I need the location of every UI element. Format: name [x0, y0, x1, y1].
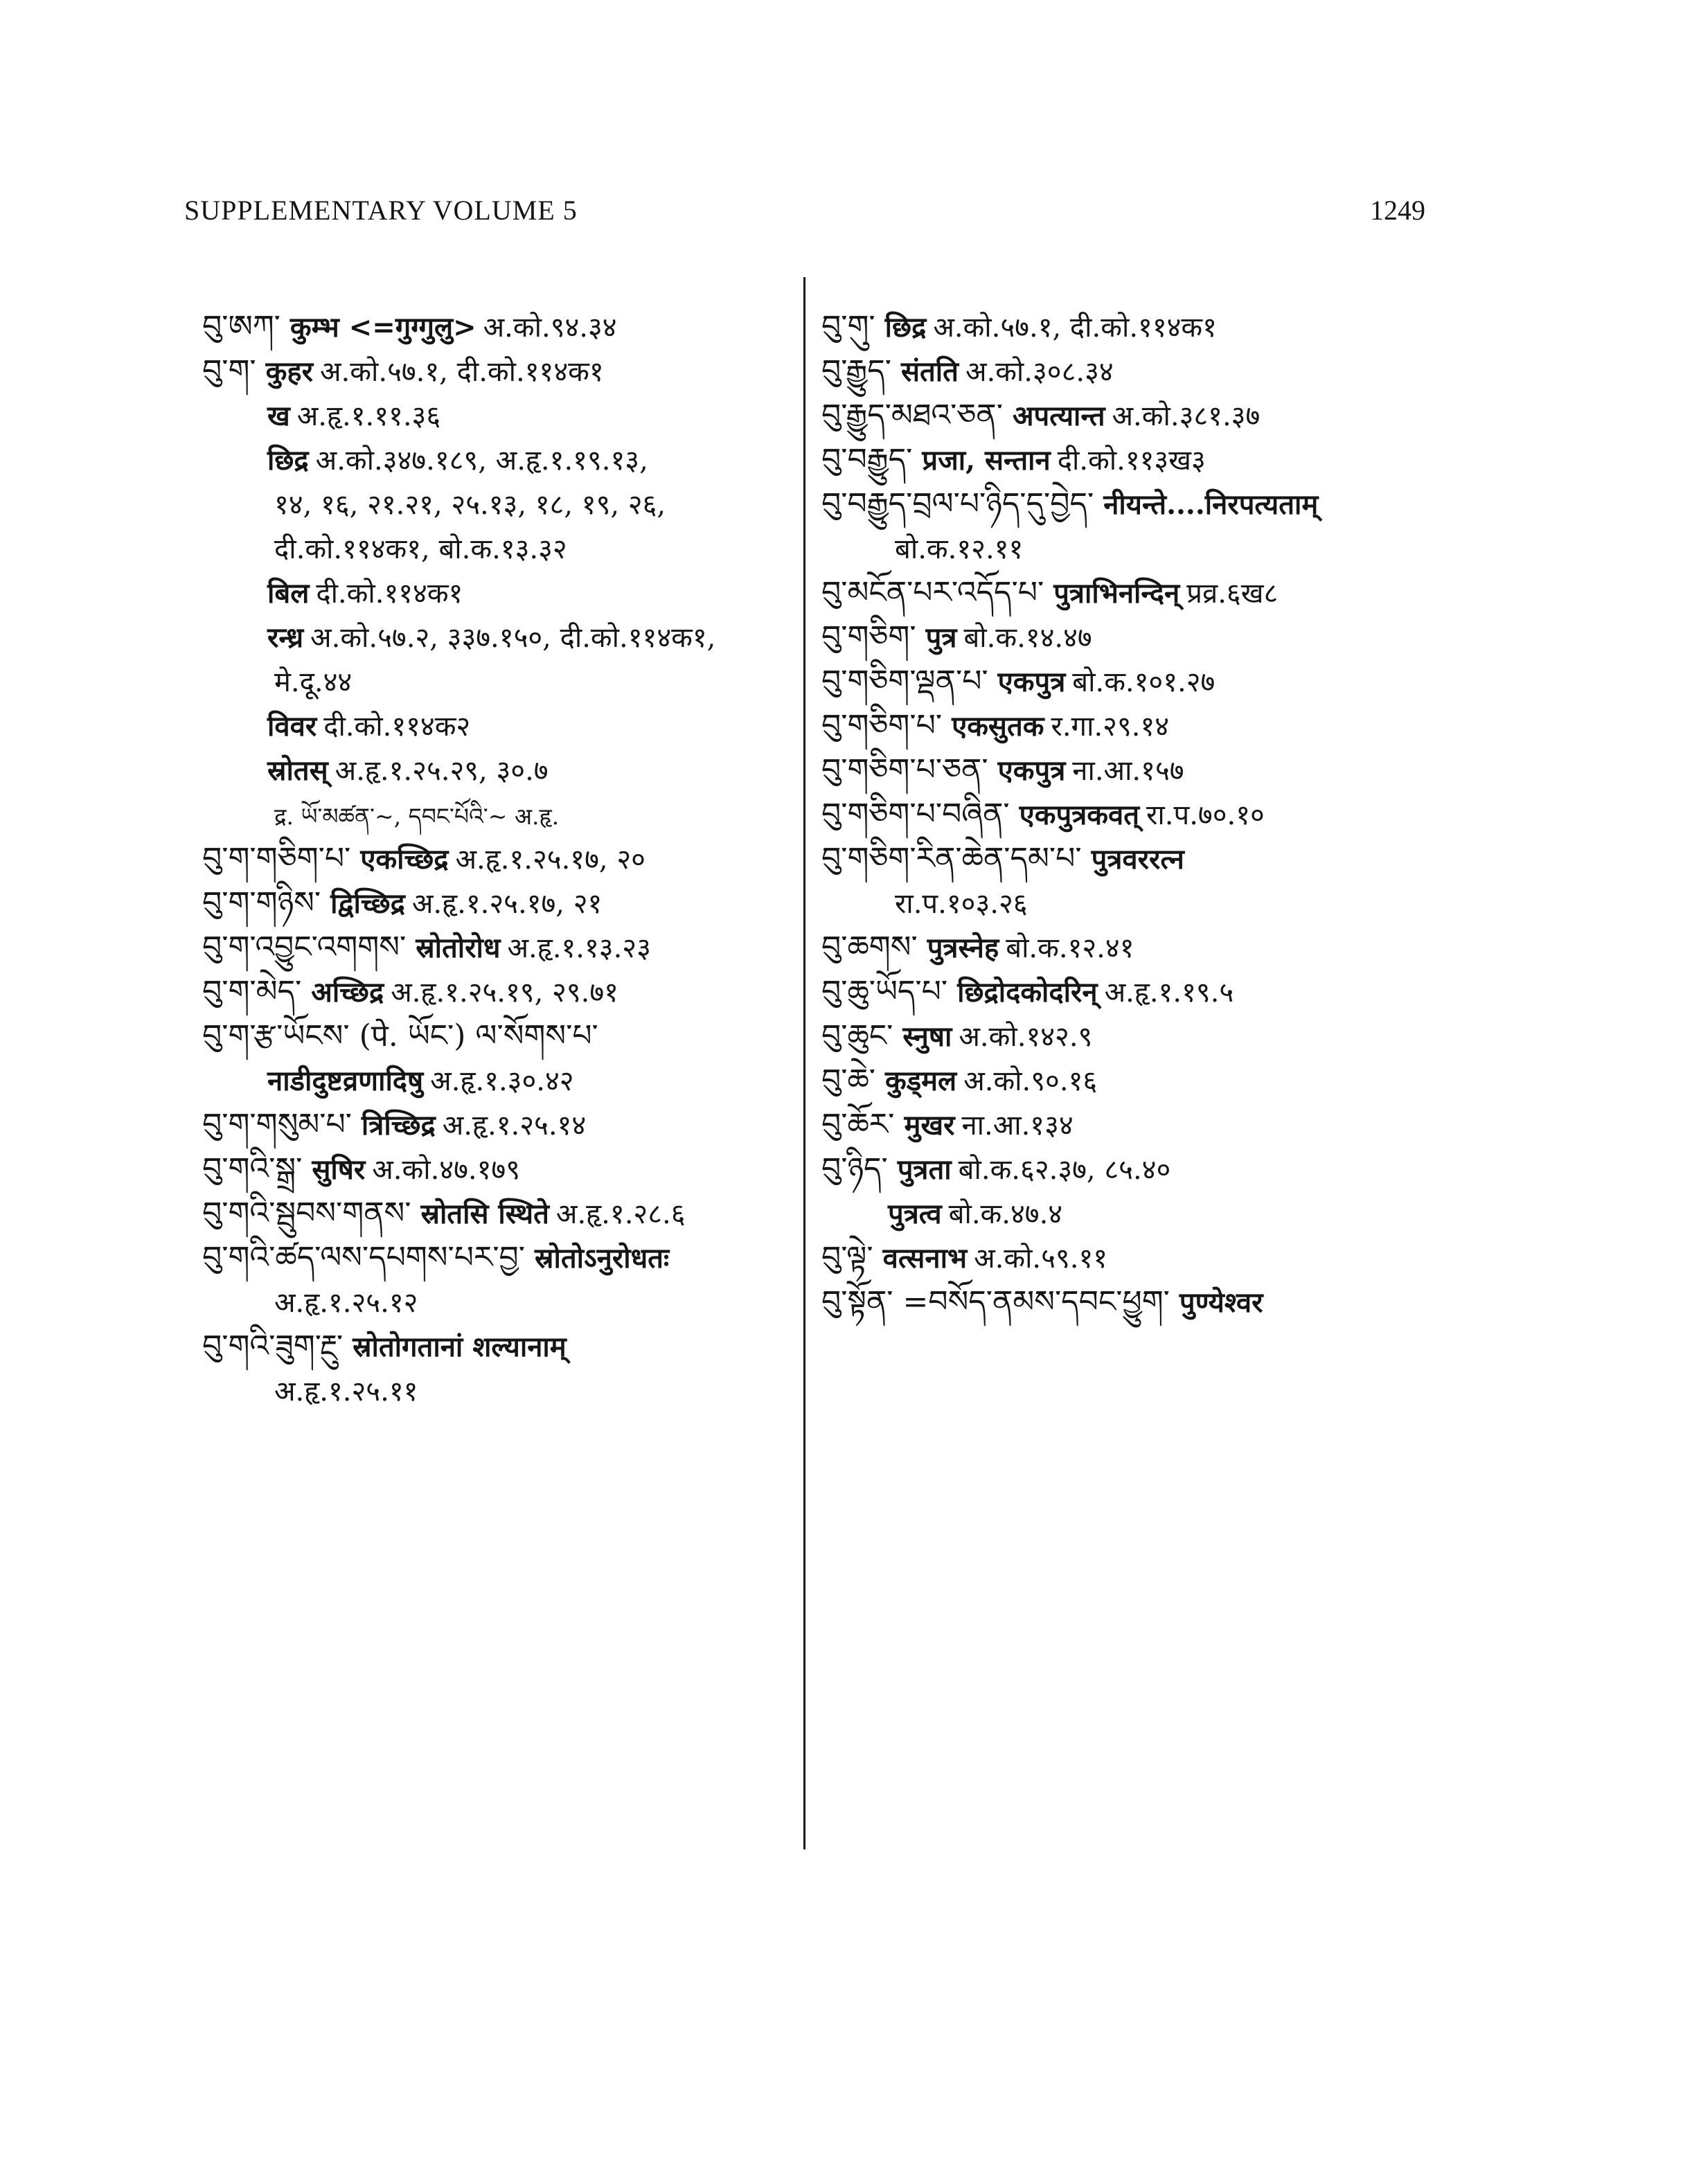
tibetan-headword: བུ་གའི་ཟུག་རྔུ་: [202, 1329, 344, 1364]
dictionary-entry: [821, 792, 1528, 837]
sanskrit-equivalent: पुत्रता: [897, 1153, 952, 1186]
source-reference: अ.हृ.१.२५.१७, २०: [455, 844, 645, 876]
dictionary-entry: [202, 393, 798, 438]
sanskrit-equivalent: स्नुषा: [902, 1020, 952, 1053]
source-reference: बो.क.४७.४: [948, 1198, 1063, 1230]
dictionary-entry: [821, 305, 1528, 349]
source-reference: दी.को.११४क१: [316, 578, 463, 610]
source-reference: अ.को.५९.११: [974, 1243, 1108, 1275]
tibetan-headword: བུ་གཅིག་པ་བཞིན་: [821, 797, 1010, 832]
sanskrit-equivalent: ख: [267, 400, 290, 432]
tibetan-headword: བུ་རྒྱུད་: [821, 353, 891, 389]
dictionary-entry: [821, 1147, 1528, 1191]
sanskrit-equivalent: स्रोतोरोध: [416, 932, 501, 964]
sanskrit-equivalent: कुड्मल: [885, 1065, 957, 1097]
source-reference: रा.प.७०.१०: [1146, 799, 1265, 831]
dictionary-entry: [821, 615, 1528, 659]
sanskrit-equivalent: पुत्राभिनन्दिन्: [1053, 577, 1180, 610]
dictionary-entry: [202, 1324, 798, 1369]
dictionary-entry: [821, 1280, 1528, 1324]
sanskrit-equivalent: पुण्येश्वर: [1179, 1286, 1263, 1319]
tibetan-headword: བུ་གཅིག་པ་ཅན་: [821, 752, 988, 788]
sanskrit-equivalent: एकसुतक: [952, 710, 1044, 743]
dictionary-entry: [202, 526, 798, 571]
sanskrit-equivalent: एकपुत्रकवत्: [1019, 799, 1140, 831]
source-reference: अ.हृ.१.२५.१४: [442, 1110, 587, 1142]
dictionary-entry: [202, 1280, 798, 1324]
source-reference: दी.को.११४क२: [323, 711, 471, 743]
source-reference: अ.हृ.१.११.३६: [296, 400, 441, 432]
dictionary-entry: [821, 704, 1528, 748]
source-reference: प्रव्र.६ख८: [1186, 578, 1279, 610]
tibetan-headword: བུ་ལྟེ་: [821, 1240, 873, 1275]
sanskrit-equivalent: छिद्र: [267, 444, 309, 477]
sanskrit-equivalent: एकपुत्र: [997, 754, 1066, 787]
dictionary-entry: [821, 1014, 1528, 1058]
dictionary-entry: [202, 881, 798, 925]
dictionary-entry: [821, 1058, 1528, 1103]
sanskrit-equivalent: स्रोतोऽनुरोधतः: [535, 1242, 670, 1275]
dictionary-entry: [202, 748, 798, 792]
dictionary-entry: [821, 482, 1528, 526]
source-reference: बो.क.६२.३७, ८५.४०: [958, 1154, 1171, 1186]
sanskrit-equivalent: स्रोतस्: [267, 754, 328, 787]
dictionary-entry: [202, 482, 798, 526]
tibetan-headword: བུ་ཆགས་: [821, 930, 918, 965]
tibetan-headword: བུ་ག་མེད་: [202, 974, 302, 1009]
dictionary-entry: [821, 571, 1528, 615]
sanskrit-equivalent: मुखर: [904, 1109, 955, 1142]
sanskrit-equivalent: छिद्र: [884, 311, 927, 344]
dictionary-entry: [202, 1014, 798, 1058]
tibetan-headword: བུ་ཉིད་: [821, 1151, 888, 1187]
sanskrit-equivalent: वत्सनाभ: [882, 1242, 968, 1275]
dictionary-entry: [202, 659, 798, 704]
source-reference: अ.हृ.१.२५.१७, २१: [411, 888, 603, 920]
source-reference: दी.को.११३ख३: [1057, 445, 1206, 477]
dictionary-entry: [202, 837, 798, 881]
sanskrit-equivalent: स्रोतोगतानां शल्यानाम्: [353, 1331, 567, 1363]
source-reference: अ.हृ.१.२८.६: [555, 1198, 686, 1230]
sanskrit-equivalent: एकपुत्र: [997, 666, 1066, 698]
tibetan-headword: བུ་ཆོར་: [821, 1107, 895, 1142]
dictionary-entry: [821, 393, 1528, 438]
source-reference: १४, १६, २१.२१, २५.१३, १८, १९, २६,: [274, 489, 666, 521]
dictionary-entry: [821, 438, 1528, 482]
tibetan-headword: བུ་ག་གཅིག་པ་: [202, 841, 351, 876]
sanskrit-equivalent: अच्छिद्र: [311, 976, 384, 1009]
source-reference: अ.हृ.१.३०.४२: [430, 1065, 574, 1097]
dictionary-entry: [202, 1236, 798, 1280]
sanskrit-equivalent: कुहर: [265, 355, 313, 388]
left-column: [202, 305, 798, 1413]
source-reference: अ.को.९४.३४: [483, 312, 617, 344]
source-reference: अ.को.४७.१७९: [372, 1154, 521, 1186]
source-reference: अ.को.५७.१, दी.को.११४क१: [933, 312, 1217, 344]
tibetan-headword: བུ་སྟོན་ =བསོད་ནམས་དབང་ཕྱུག་: [821, 1284, 1170, 1320]
sanskrit-equivalent: पुत्र: [925, 621, 957, 654]
column-divider: [803, 277, 805, 1849]
sanskrit-equivalent: विवर: [267, 710, 317, 743]
tibetan-headword: བུ་ཆུ་ཡོད་པ་: [821, 974, 948, 1009]
dictionary-entry: [202, 704, 798, 748]
tibetan-headword: བུ་ཨཀ་: [202, 309, 280, 344]
dictionary-entry: [821, 526, 1528, 571]
source-reference: बो.क.१२.४१: [1006, 932, 1134, 964]
source-reference: रा.प.१०३.२६: [895, 888, 1028, 920]
source-reference: ना.आ.१३४: [961, 1110, 1074, 1142]
sanskrit-equivalent: त्रिच्छिद्र: [361, 1109, 436, 1142]
sanskrit-equivalent: प्रजा, सन्तान: [922, 444, 1051, 477]
sanskrit-equivalent: नाडीदुष्टव्रणादिषु: [267, 1065, 424, 1097]
running-header: SUPPLEMENTARY VOLUME 5: [184, 195, 578, 226]
tibetan-headword: བུ་ཆེ་: [821, 1063, 876, 1098]
source-reference: मे.दू.४४: [274, 666, 353, 698]
dictionary-entry: [821, 1236, 1528, 1280]
dictionary-entry: [821, 748, 1528, 792]
right-column: [821, 305, 1528, 1324]
tibetan-headword: བུ་རྒྱུད་མཐའ་ཅན་: [821, 398, 1003, 433]
tibetan-headword: བུ་གཅིག་: [821, 619, 916, 655]
source-reference: बो.क.१०१.२७: [1072, 666, 1215, 698]
dictionary-entry: [821, 881, 1528, 925]
dictionary-entry: [202, 571, 798, 615]
dictionary-entry: [202, 1058, 798, 1103]
tibetan-headword: བུ་གཅིག་རིན་ཆེན་དམ་པ་: [821, 841, 1082, 876]
tibetan-headword: བུ་ག་: [202, 353, 256, 389]
source-reference: अ.हृ.१.१९.५: [1104, 977, 1234, 1009]
tibetan-headword: བུ་གུ་: [821, 309, 875, 344]
source-reference: बो.क.१४.४७: [963, 622, 1092, 654]
tibetan-headword: བུ་བརྒྱུད་བྲལ་པ་ཉིད་དུ་བྱེད་: [821, 486, 1094, 522]
dictionary-entry: [202, 438, 798, 482]
tibetan-headword: བུ་གའི་ཚད་ལས་དཔགས་པར་བྱ་: [202, 1240, 526, 1275]
sanskrit-equivalent: संतति: [900, 355, 959, 388]
tibetan-headword: བུ་ག་རྩ་ཡོངས་ (पे. ཡོང་) ལ་སོགས་པ་: [202, 1018, 598, 1054]
source-reference: अ.हृ.१.२५.१९, २९.७१: [391, 977, 618, 1009]
dictionary-entry: [202, 1103, 798, 1147]
source-reference: अ.हृ.१.२५.२९, ३०.७: [335, 755, 549, 787]
source-reference: अ.को.१४२.९: [959, 1021, 1093, 1053]
tibetan-headword: བུ་གཅིག་པ་: [821, 708, 943, 743]
sanskrit-equivalent: द्विच्छिद्र: [330, 887, 405, 920]
source-reference: अ.हृ.१.१३.२३: [507, 932, 651, 964]
dictionary-entry: [202, 792, 798, 837]
dictionary-entry: [202, 615, 798, 659]
dictionary-entry: [821, 1103, 1528, 1147]
tibetan-headword: བུ་གའི་སྒྲ་: [202, 1151, 303, 1187]
dictionary-entry: [202, 925, 798, 970]
source-reference: र.गा.२९.१४: [1051, 711, 1170, 743]
dictionary-entry: [821, 1191, 1528, 1236]
source-reference: अ.हृ.१.२५.११: [274, 1376, 418, 1408]
sanskrit-equivalent: स्रोतसि स्थिते: [420, 1198, 549, 1230]
sanskrit-equivalent: बिल: [267, 577, 310, 610]
dictionary-entry: [202, 305, 798, 349]
source-reference: अ.हृ.१.२५.१२: [274, 1287, 418, 1319]
dictionary-entry: [202, 1147, 798, 1191]
sanskrit-equivalent: एकच्छिद्र: [360, 843, 449, 876]
source-reference: अ.को.५७.२, ३३७.१५०, दी.को.११४क१,: [310, 622, 716, 654]
source-reference: बो.क.१२.११: [895, 533, 1024, 565]
source-reference: द्र. ཡོ་མཚན་~, དབང་པོའི་~ अ.हृ.: [274, 803, 560, 830]
sanskrit-equivalent: पुत्रत्व: [888, 1198, 942, 1230]
sanskrit-equivalent: पुत्रवररत्न: [1091, 843, 1184, 876]
tibetan-headword: བུ་ག་གཉིས་: [202, 885, 321, 921]
sanskrit-equivalent: कुम्भ <=गुग्गुलु>: [290, 311, 477, 344]
sanskrit-equivalent: अपत्यान्त: [1012, 400, 1105, 432]
dictionary-entry: [821, 970, 1528, 1014]
dictionary-entry: [821, 925, 1528, 970]
dictionary-entry: [202, 970, 798, 1014]
tibetan-headword: བུ་མངོན་པར་འདོད་པ་: [821, 575, 1044, 610]
tibetan-headword: བུ་གཅིག་ལྡན་པ་: [821, 664, 988, 699]
sanskrit-equivalent: सुषिर: [312, 1153, 366, 1186]
source-reference: अ.को.३०८.३४: [965, 356, 1114, 388]
tibetan-headword: བུ་ཆུང་: [821, 1018, 893, 1054]
tibetan-headword: བུ་ག་འབྱུང་འགགས་: [202, 930, 407, 965]
source-reference: दी.को.११४क१, बो.क.१३.३२: [274, 533, 567, 565]
dictionary-entry: [821, 349, 1528, 393]
dictionary-entry: [821, 837, 1528, 881]
source-reference: अ.को.३८१.३७: [1112, 400, 1261, 432]
sanskrit-equivalent: छिद्रोदकोदरिन्: [957, 976, 1098, 1009]
sanskrit-equivalent: नीयन्ते....निरपत्यताम्: [1103, 488, 1319, 521]
tibetan-headword: བུ་ག་གསུམ་པ་: [202, 1107, 352, 1142]
source-reference: अ.को.५७.१, दी.को.११४क१: [320, 356, 604, 388]
dictionary-entry: [202, 1369, 798, 1413]
dictionary-entry: [821, 659, 1528, 704]
source-reference: अ.को.३४७.१८९, अ.हृ.१.१९.१३,: [315, 445, 648, 477]
source-reference: अ.को.९०.१६: [963, 1065, 1098, 1097]
dictionary-entry: [202, 1191, 798, 1236]
dictionary-entry: [202, 349, 798, 393]
tibetan-headword: བུ་བརྒྱུད་: [821, 442, 913, 477]
sanskrit-equivalent: रन्ध्र: [267, 621, 304, 654]
sanskrit-equivalent: पुत्रस्नेह: [927, 932, 999, 964]
tibetan-headword: བུ་གའི་སྦུབས་གནས་: [202, 1196, 411, 1231]
page-number: 1249: [1370, 195, 1425, 226]
source-reference: ना.आ.१५७: [1072, 755, 1184, 787]
